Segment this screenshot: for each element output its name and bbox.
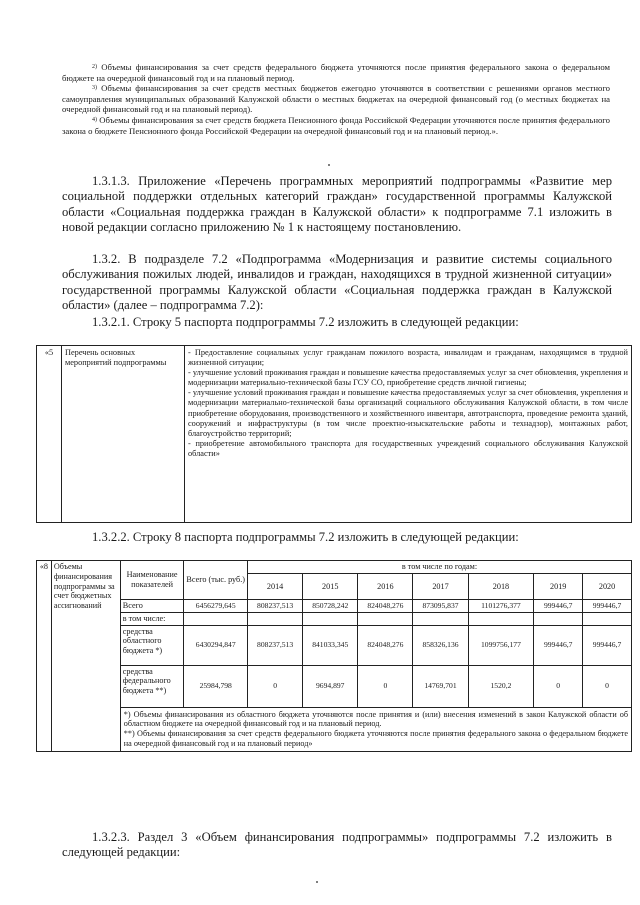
row-total: 25984,798 — [184, 665, 248, 707]
paragraph-132: 1.3.2. В подразделе 7.2 «Подпрограмма «Модернизация и развитие системы социального обслуживания пожилых людей, инвалидов и граждан, находящихся в трудной жизненной ситуации» государственной программы Калужской области «Социальная поддержка граждан в Калужской области» (далее – подпрограмма 7.2): — [62, 252, 612, 313]
row-name: средства областного бюджета *) — [120, 625, 184, 665]
year-header: 2018 — [468, 574, 534, 600]
footnote-4: $^{4)}$ Объемы финансирования за счет средств бюджета Пенсионного фонда Российской Федерации уточняются после принятия федерального закона о бюджете Пенсионного фонда Российской Федерации на очередной финансовый год и на плановый период.». — [62, 114, 611, 136]
note-federal: **) Объемы финансирования за счет средств федерального бюджета уточняются после принятия федерального закона о федеральном бюджете на очередной финансовый год и на плановый период» — [123, 729, 628, 748]
column-header-total: Всего (тыс. руб.) — [184, 561, 248, 600]
column-header-name: Наименование показателей — [120, 561, 184, 600]
cell-value: 0 — [248, 665, 303, 707]
cell-value — [303, 612, 358, 625]
cell-value: 9694,897 — [303, 665, 358, 707]
row-total — [184, 612, 248, 625]
cell-value: 858326,136 — [413, 625, 468, 665]
list-item: - приобретение автомобильного транспорта для государственных учреждений социального обслуживания Калужской области» — [188, 438, 628, 458]
row-number: «5 — [37, 346, 62, 523]
year-header: 2019 — [534, 574, 583, 600]
row-label: Перечень основных мероприятий подпрограммы — [62, 346, 185, 523]
list-item: - улучшение условий проживания граждан и повышение качества предоставляемых услуг за счет обновления, укрепления и модернизации материально-технической базы ГСУ СО, приобретение средств личной гигиены; — [188, 368, 628, 388]
table-row — [37, 612, 632, 625]
cell-value: 1101276,377 — [468, 600, 534, 613]
row-number: «8 — [37, 561, 52, 752]
cell-value: 841033,345 — [303, 625, 358, 665]
paragraph-1321: 1.3.2.1. Строку 5 паспорта подпрограммы 7.2 изложить в следующей редакции: — [92, 315, 519, 329]
year-header: 2020 — [583, 574, 632, 600]
table-notes — [120, 707, 631, 751]
year-header: 2017 — [413, 574, 468, 600]
cell-value: 999446,7 — [534, 600, 583, 613]
row-name: в том числе: — [120, 612, 184, 625]
year-header: 2015 — [303, 574, 358, 600]
table-row — [37, 665, 632, 707]
row-total: 6430294,847 — [184, 625, 248, 665]
cell-value — [468, 612, 534, 625]
paragraph-1322: 1.3.2.2. Строку 8 паспорта подпрограммы 7.2 изложить в следующей редакции: — [92, 530, 519, 544]
footnotes — [62, 62, 610, 136]
row-content — [185, 346, 632, 523]
paragraph-1323: 1.3.2.3. Раздел 3 «Объем финансирования подпрограммы» подпрограммы 7.2 изложить в следующей редакции: — [62, 830, 612, 860]
cell-value: 0 — [583, 665, 632, 707]
scan-speck — [316, 881, 318, 883]
row-label: Объемы финансирования подпрограммы за счет бюджетных ассигнований — [51, 561, 120, 752]
footnote-2: $^{2)}$ Объемы финансирования за счет средств федерального бюджета уточняются после принятия федерального закона о федеральном бюджете на очередной финансовый год и на плановый период. — [62, 62, 610, 83]
cell-value: 14769,701 — [413, 665, 468, 707]
cell-value: 824048,276 — [358, 625, 413, 665]
cell-value: 850728,242 — [303, 600, 358, 613]
list-item: - улучшение условий проживания граждан и повышение качества предоставляемых услуг за счет обновления, укрепления и модернизации материально-технической базы организаций социального обслуживания Калужской области, в том числе приобретение оборудования, производственного и хозяйственного инвентаря, автотранспорта, проведение ремонта зданий, сооружений и инфраструктуры (в том числе проектно-изыскательские работы и технадзор), монтажных работ, благоустройство территорий; — [188, 388, 628, 438]
cell-value — [534, 612, 583, 625]
cell-value: 808237,513 — [248, 625, 303, 665]
year-header: 2014 — [248, 574, 303, 600]
list-item: - Предоставление социальных услуг гражданам пожилого возраста, инвалидам и гражданам, находящимся в трудной жизненной ситуации; — [188, 348, 628, 368]
passport-row-8-table — [36, 560, 632, 752]
cell-value: 873095,837 — [413, 600, 468, 613]
cell-value: 999446,7 — [534, 625, 583, 665]
cell-value: 1520,2 — [468, 665, 534, 707]
passport-row-5-table — [36, 345, 632, 523]
cell-value — [583, 612, 632, 625]
note-regional: *) Объемы финансирования из областного бюджета уточняются после принятия и (или) внесения изменений в закон Калужской области об областном бюджете на очередной финансовый год и на плановый период. — [123, 709, 628, 729]
table-row — [37, 561, 632, 574]
cell-value: 0 — [534, 665, 583, 707]
cell-value — [248, 612, 303, 625]
cell-value: 824048,276 — [358, 600, 413, 613]
paragraph-1313: 1.3.1.3. Приложение «Перечень программных мероприятий подпрограммы «Развитие мер социальной поддержки отдельных категорий граждан» государственной программы Калужской области «Социальная поддержка граждан в Калужской области» к подпрограмме 7.1 изложить в новой редакции согласно приложению № 1 к настоящему постановлению. — [62, 174, 612, 235]
cell-value — [358, 612, 413, 625]
table-row — [37, 707, 632, 751]
row-total: 6456279,645 — [184, 600, 248, 613]
table-row — [37, 346, 632, 523]
scan-speck — [328, 164, 330, 166]
cell-value: 999446,7 — [583, 625, 632, 665]
year-header: 2016 — [358, 574, 413, 600]
cell-value: 999446,7 — [583, 600, 632, 613]
cell-value: 808237,513 — [248, 600, 303, 613]
row-name: средства федерального бюджета **) — [120, 665, 184, 707]
table-row — [37, 625, 632, 665]
cell-value: 0 — [358, 665, 413, 707]
footnote-3: $^{3)}$ Объемы финансирования за счет средств местных бюджетов ежегодно уточняются в соответствии с решениями органов местного самоуправления муниципальных образований Калужской области о местных бюджетах на очередной финансовый год (о местных бюджетах на очередной финансовый год и на плановый период). — [62, 83, 611, 115]
cell-value — [413, 612, 468, 625]
row-name: Всего — [120, 600, 184, 613]
cell-value: 1099756,177 — [468, 625, 534, 665]
table-row — [37, 600, 632, 613]
years-caption: в том числе по годам: — [248, 561, 632, 574]
